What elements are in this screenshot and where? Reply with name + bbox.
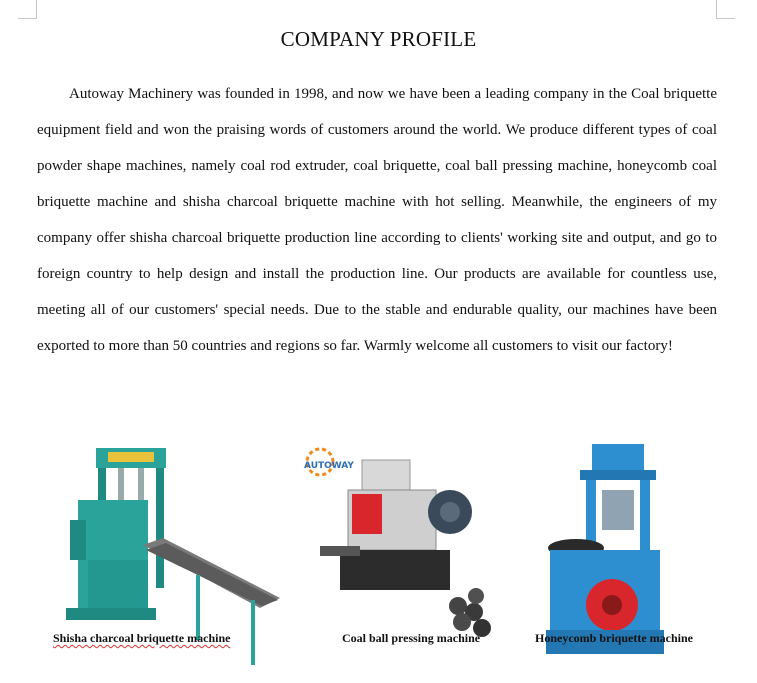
caption-coal-ball-machine: Coal ball pressing machine <box>342 631 481 645</box>
page-corner-mark-right <box>716 0 735 19</box>
company-profile-paragraph: Autoway Machinery was founded in 1998, and now we have been a leading company in the Coal briquette equipment field and won the praising words of customers around the world. We produce different types of coal powder shape machines, namely coal rod extruder, coal briquette, coal ball pressing machine, honeycomb coal briquette machine and shisha charcoal briquette machine with hot selling. Meanwhile, the engineers of my company offer shisha charcoal briquette production line according to clients' working site and output, and go to foreign country to help design and install the production line. Our products are available for countless use, meeting all of our customers' special needs. Due to the stable and endurable quality, our machines have been exported to more than 50 countries and regions so far. Warmly welcome all customers to visit our factory! <box>37 86 717 354</box>
page-corner-mark-left <box>18 0 37 19</box>
coal-ball-press-photo <box>300 446 500 646</box>
caption-honeycomb-machine: Honeycomb briquette machine <box>535 631 693 645</box>
coal-ball-figure <box>300 446 500 646</box>
document-title: COMPANY PROFILE <box>280 27 477 51</box>
logo-text: AUTOWAY <box>304 461 354 471</box>
caption-shisha-machine: Shisha charcoal briquette machine <box>53 631 231 645</box>
